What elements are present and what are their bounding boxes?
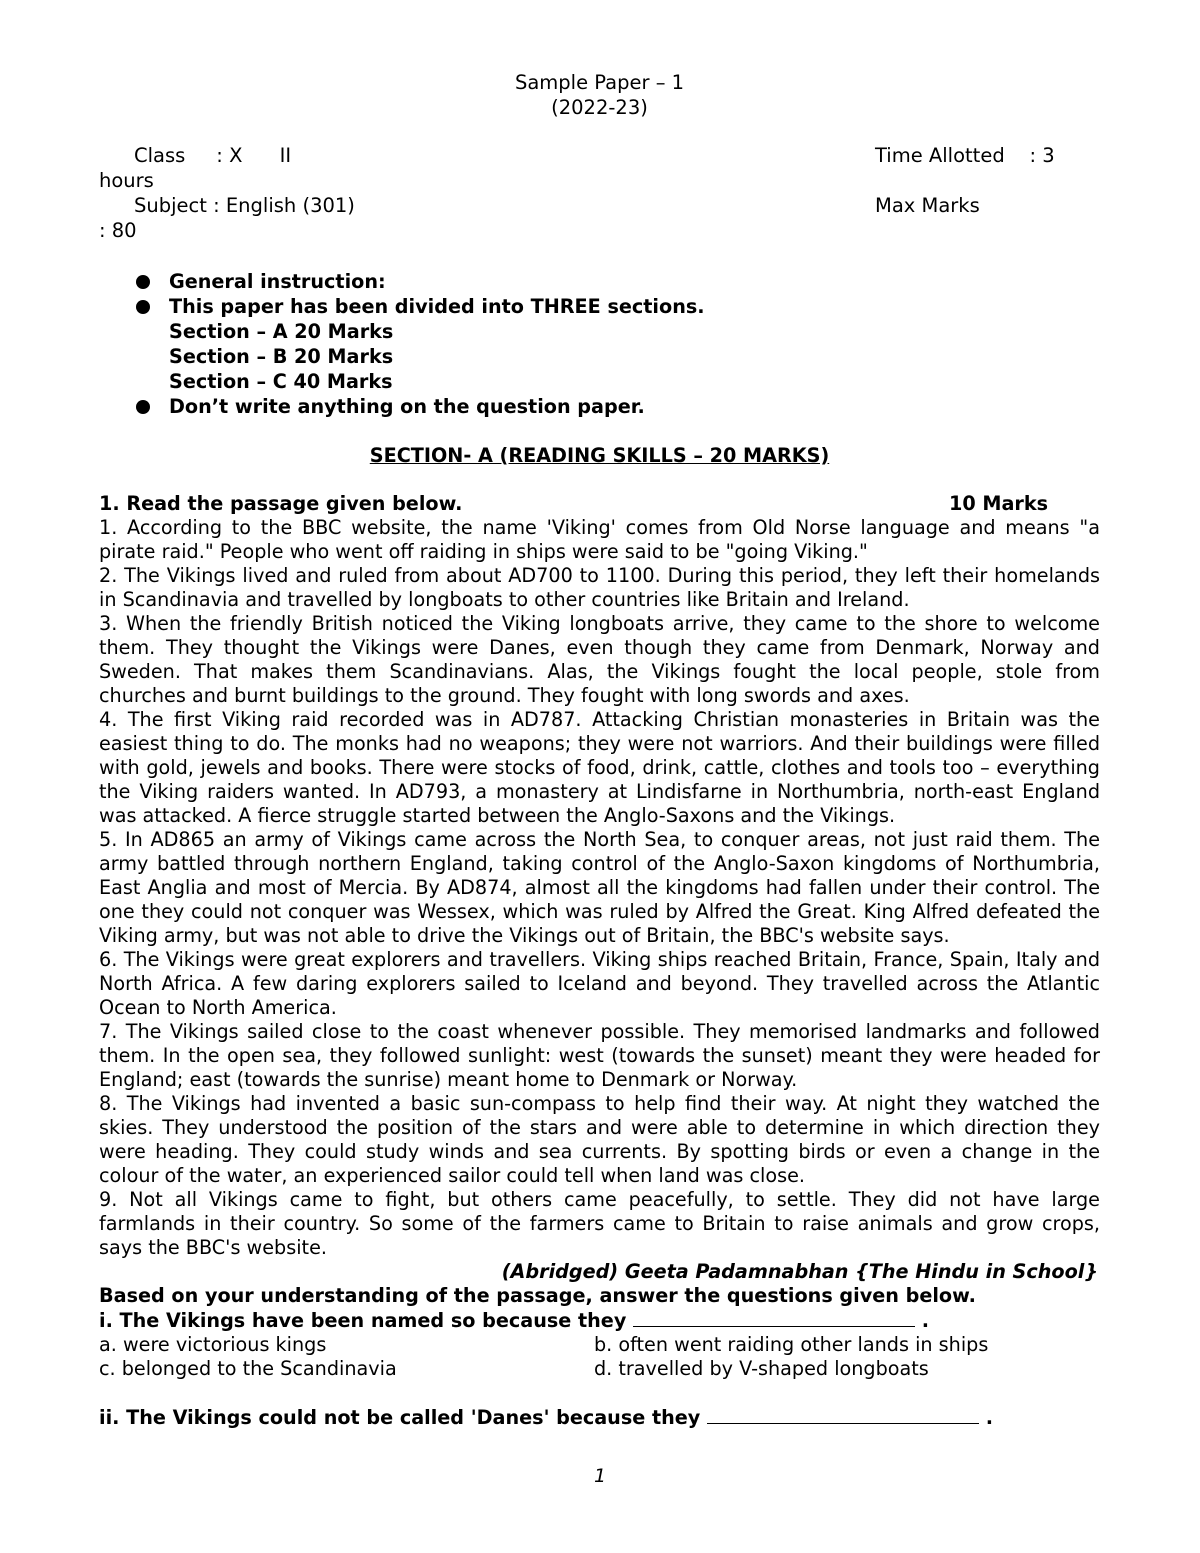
question-ii-stem: ii. The Vikings could not be called 'Danes' because they . [99, 1406, 993, 1429]
time-allotted-label: Time Allotted : 3 [875, 144, 1055, 167]
passage-paragraph: 4. The first Viking raid recorded was in AD787. Attacking Christian monasteries in Britain was the easiest thing to do. The monks had no weapons; they were not warriors. And their buildings were filled with gold, jewels and books. There were stocks of food, drink, cattle, clothes and tools too – everything the Viking raiders wanted. In AD793, a monastery at Lindisfarne in Northumbria, north-east England was attacked. A fierce struggle started between the Anglo-Saxons and the Vikings. [99, 708, 1100, 827]
paper-year: (2022-23) [551, 96, 648, 119]
answer-blank[interactable] [707, 1405, 979, 1424]
passage-paragraph: 6. The Vikings were great explorers and travellers. Viking ships reached Britain, France, Spain, Italy and North Africa. A few daring explorers sailed to Iceland and beyond. They travelled across the Atlantic Ocean to North America. [99, 948, 1100, 1019]
passage-paragraph: 8. The Vikings had invented a basic sun-compass to help find their way. At night they watched the skies. They understood the position of the stars and were able to determine in which direction they were heading. They could study winds and sea currents. By spotting birds or even a change in the colour of the water, an experienced sailor could tell when land was close. [99, 1092, 1100, 1187]
answer-blank[interactable] [633, 1308, 915, 1327]
page-number: 1 [593, 1465, 607, 1487]
max-marks-label: Max Marks [875, 194, 980, 217]
reading-passage [99, 516, 1100, 1260]
instruction-item: This paper has been divided into THREE sections. [99, 294, 1100, 319]
option-a[interactable]: a. were victorious kings [99, 1333, 327, 1356]
options-row [99, 1357, 1100, 1381]
passage-paragraph: 9. Not all Vikings came to fight, but others came peacefully, to settle. They did not have large farmlands in their country. So some of the farmers came to Britain to raise animals and grow crops, says the BBC's website. [99, 1188, 1100, 1259]
bullet-icon [136, 400, 150, 414]
passage-paragraph: 2. The Vikings lived and ruled from about AD700 to 1100. During this period, they left their homelands in Scandinavia and travelled by longboats to other countries like Britain and Ireland. [99, 564, 1100, 611]
passage-paragraph: 5. In AD865 an army of Vikings came across the North Sea, to conquer areas, not just raid them. The army battled through northern England, taking control of the Anglo-Saxon kingdoms of Northumbria, East Anglia and most of Mercia. By AD874, almost all the kingdoms had fallen under their control. The one they could not conquer was Wessex, which was ruled by Alfred the Great. King Alfred defeated the Viking army, but was not able to drive the Vikings out of Britain, the BBC's website says. [99, 828, 1100, 947]
question-i-stem: i. The Vikings have been named so because they . [99, 1309, 929, 1332]
instruction-item: Don’t write anything on the question paper. [99, 394, 1100, 419]
section-a-marks: Section – A 20 Marks [169, 320, 394, 343]
paper-title: Sample Paper – 1 [514, 71, 685, 94]
question-1-label: 1. Read the passage given below. [99, 492, 463, 515]
options-row [99, 1333, 1100, 1357]
section-c-marks: Section – C 40 Marks [169, 370, 393, 393]
option-d[interactable]: d. travelled by V-shaped longboats [594, 1357, 929, 1380]
passage-paragraph: 1. According to the BBC website, the name 'Viking' comes from Old Norse language and means "a pirate raid." People who went off raiding in ships were said to be "going Viking." [99, 516, 1100, 563]
option-b[interactable]: b. often went raiding other lands in ships [594, 1333, 989, 1356]
class-label: Class : X II [134, 144, 292, 167]
marks-wrap: : 80 [99, 219, 137, 242]
bullet-icon [136, 275, 150, 289]
bullet-icon [136, 300, 150, 314]
questions-prompt: Based on your understanding of the passage, answer the questions given below. [99, 1284, 976, 1307]
passage-paragraph: 7. The Vikings sailed close to the coast whenever possible. They memorised landmarks and followed them. In the open sea, they followed sunlight: west (towards the sunset) meant they were headed for England; east (towards the sunrise) meant home to Denmark or Norway. [99, 1020, 1100, 1091]
passage-source: (Abridged) Geeta Padamnabhan {The Hindu in School} [501, 1260, 1098, 1283]
question-1-header [99, 492, 1100, 516]
section-a-heading: SECTION- A (READING SKILLS – 20 MARKS) [369, 444, 830, 467]
question-1-marks: 10 Marks [949, 492, 1049, 515]
time-wrap: hours [99, 169, 154, 192]
subject-label: Subject : English (301) [134, 194, 355, 217]
general-instructions [99, 269, 1100, 419]
passage-paragraph: 3. When the friendly British noticed the Viking longboats arrive, they came to the shore to welcome them. They thought the Vikings were Danes, even though they came from Denmark, Norway and Sweden. That makes them Scandinavians. Alas, the Vikings fought the local people, stole from churches and burnt buildings to the ground. They fought with long swords and axes. [99, 612, 1100, 707]
instruction-item: General instruction: [99, 269, 1100, 294]
subject-marks-row [99, 193, 1100, 218]
section-b-marks: Section – B 20 Marks [169, 345, 394, 368]
option-c[interactable]: c. belonged to the Scandinavia [99, 1357, 397, 1380]
class-time-row [99, 143, 1100, 168]
question-paper-page [99, 70, 1100, 1430]
